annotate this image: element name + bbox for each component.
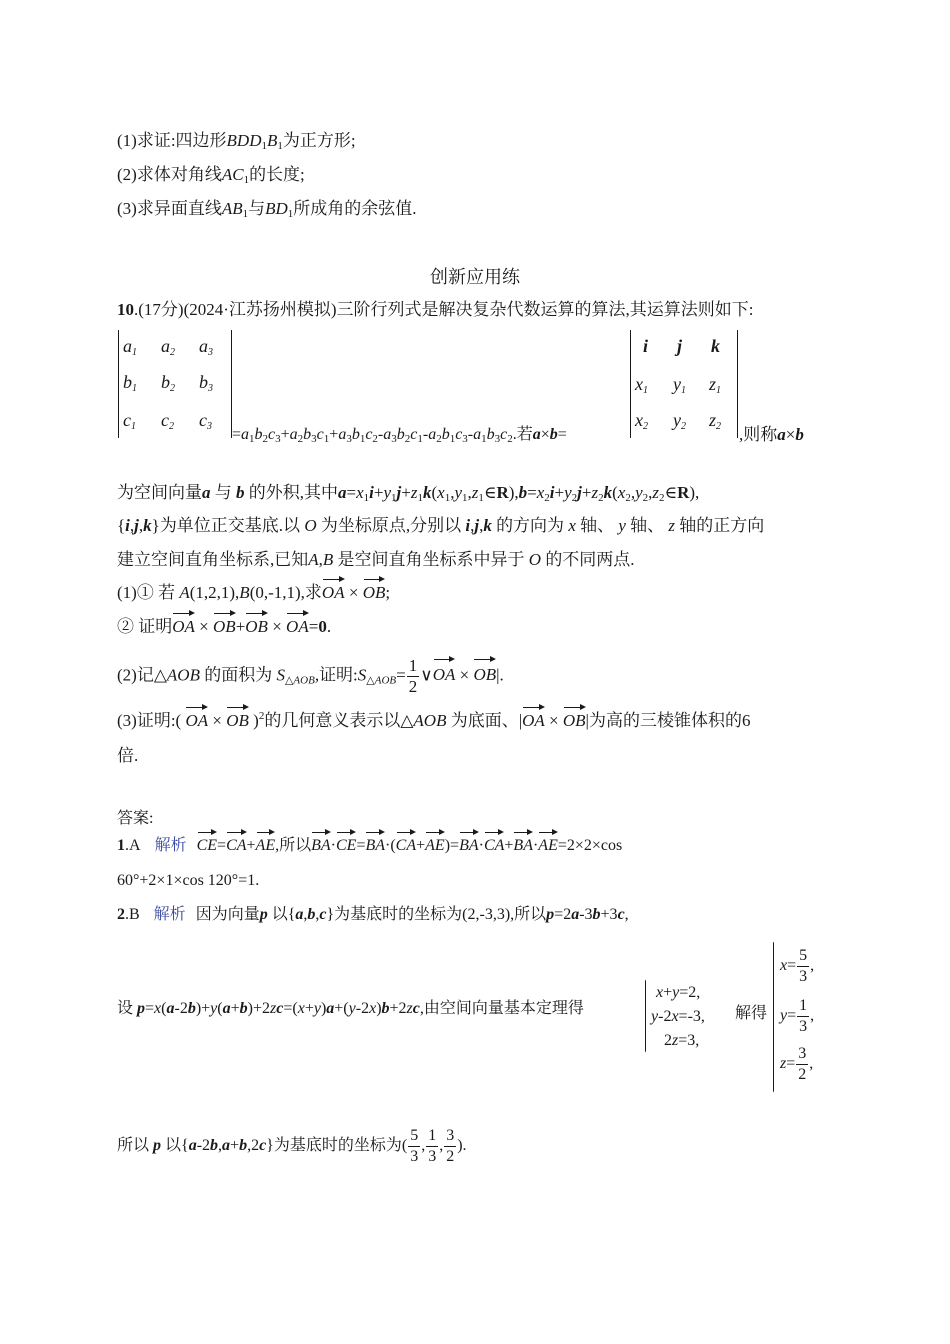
question-10-3-cont: 倍. xyxy=(117,746,139,765)
answer-2-final: 所以 p 以{a-2b,a+b,2c}为基底时的坐标为( $\frac{5}{3}$ , $\frac{1}{3}$ , $\frac{3}{2}$ ). xyxy=(117,1126,467,1165)
question-part-1: (1)求证:四边形$BDD_1B_1$为正方形; xyxy=(117,131,356,152)
question-10-1-a: (1)① 若 A(1,2,1),B(0,-1,1),求OA × OB; xyxy=(117,580,390,606)
system-brace xyxy=(645,980,646,1052)
solution-y: y= $\frac{1}{3}$ , xyxy=(780,997,815,1035)
answer-1-cont: 60°+2×1×cos 120°=1. xyxy=(117,872,260,889)
answers-heading: 答案: xyxy=(117,810,154,827)
problem-10-line-3: 建立空间直角坐标系,已知A,B 是空间直角坐标系中异于 O 的不同两点. xyxy=(117,550,635,569)
question-part-2: (2)求体对角线$AC_1$的长度; xyxy=(117,165,305,186)
question-part-3: (3)求异面直线$AB_1$与$BD_1$所成角的余弦值. xyxy=(117,199,417,220)
determinant-expansion: $=a_1b_2c_3+a_2b_3c_1+a_3b_1c_2-a_3b_2c_1-a_2b_1c_3-a_1b_3c_2$.若a×b= xyxy=(232,426,567,445)
solution-brace xyxy=(773,942,774,1092)
determinant-abc: $a_1$ $a_2$ $a_3$ $b_1$ $b_2$ $b_3$ $c_1$ $c_2$ $c_3$ xyxy=(118,330,232,438)
called-text: ,则称a×b xyxy=(739,425,804,444)
solve-label: 解得 xyxy=(735,1005,768,1022)
determinant-cross: i j k $x_1$ $y_1$ $z_1$ $x_2$ $y_2$ $z_2$ xyxy=(630,330,738,438)
question-10-3: (3)证明:( OA × OB )$^2$的几何意义表示以△AOB 为底面、|OA × OB|为高的三棱锥体积的6 xyxy=(117,708,750,734)
question-10-2: (2)记△AOB 的面积为 $S_{\triangle AOB}$,证明$:S_{\triangle AOB}=$ $\frac{1}{2}$ ∨OA × OB|. xyxy=(117,656,504,696)
system-eq-3: 2z=3, xyxy=(664,1032,700,1049)
question-10-1-b: ② 证明OA × OB+OB × OA=0. xyxy=(117,614,331,640)
problem-10-line-1: 为空间向量a 与 b 的外积,其中$a=x_1i+y_1j+z_1k(x_1,y_1,z_1\in R),b=x_2i+y_2j+z_2k(x_2,y_2,z_2\in R)$, xyxy=(117,483,700,504)
answer-2: 2.B 解析 因为向量p 以{a,b,c}为基底时的坐标为(2,-3,3),所以p=2a-3b+3c, xyxy=(117,906,629,923)
section-title: 创新应用练 xyxy=(430,267,520,288)
solution-x: x= $\frac{5}{3}$ , xyxy=(780,947,815,985)
problem-10-line-2: {i,j,k}为单位正交基底.以 O 为坐标原点,分别以 i,j,k 的方向为 x 轴、 y 轴、 z 轴的正方向 xyxy=(117,516,765,535)
answer-1: 1.A 解析 CE=CA+AE,所以BA·CE=BA·(CA+AE)=BA·CA+BA·AE=2×2×cos xyxy=(117,833,622,859)
answer-2-setup: 设 p=x(a-2b)+y(a+b)+2zc=(x+y)a+(y-2x)b+2zc,由空间向量基本定理得 xyxy=(117,1000,584,1017)
solution-z: z= $\frac{3}{2}$ , xyxy=(780,1045,814,1083)
system-eq-2: y-2x=-3, xyxy=(651,1008,705,1025)
problem-10-intro: 10.(17分)(2024·江苏扬州模拟)三阶行列式是解决复杂代数运算的算法,其运算法则如下: xyxy=(117,300,754,319)
system-eq-1: x+y=2, xyxy=(656,984,701,1001)
